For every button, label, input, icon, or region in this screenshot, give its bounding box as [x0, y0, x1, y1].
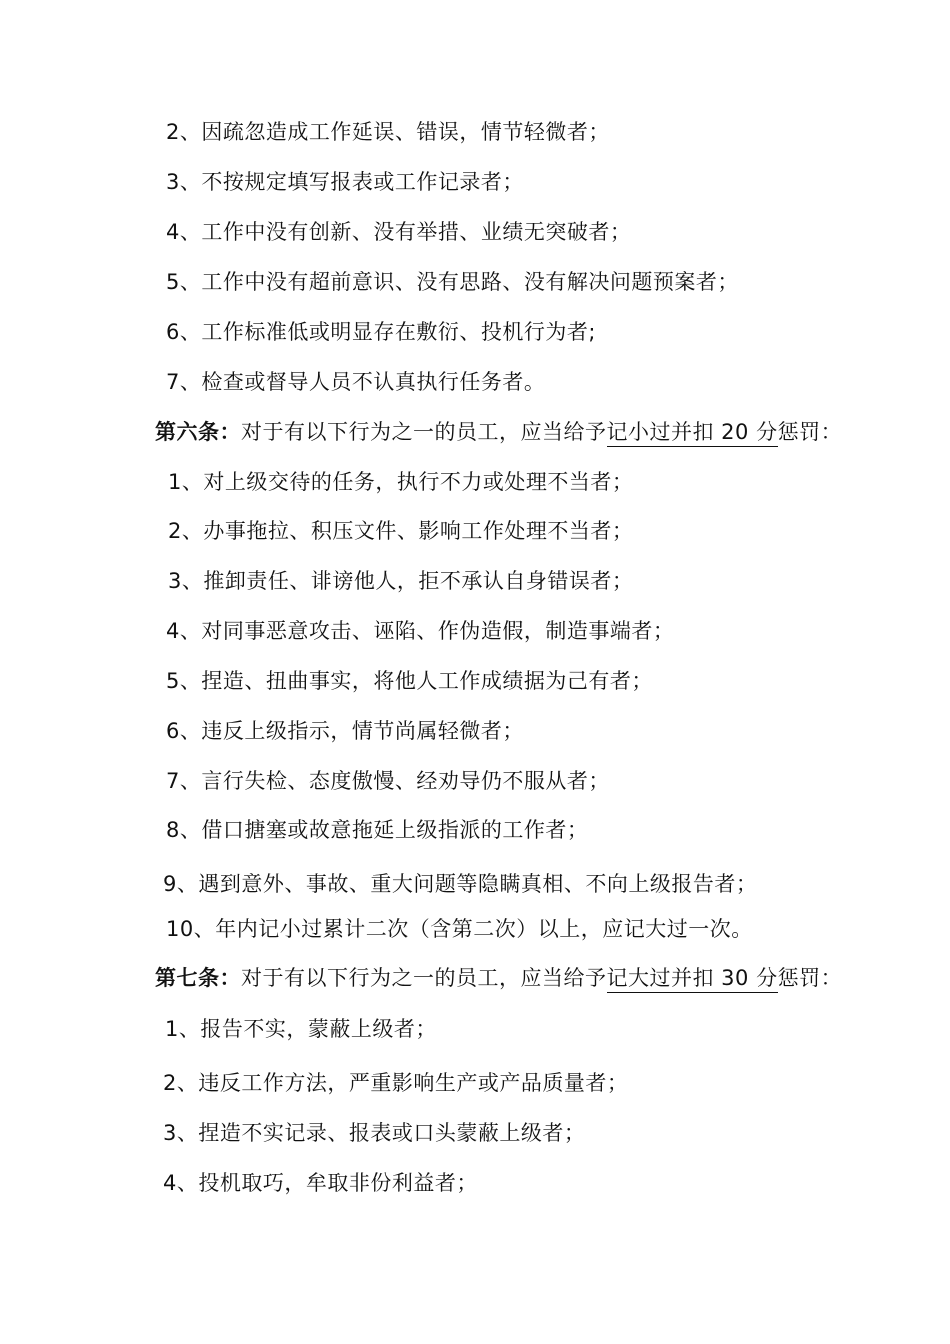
article-7-penalty: 记大过并扣 30 分	[607, 966, 778, 993]
article-7-text-end: 惩罚：	[777, 966, 843, 990]
list-item: 1、对上级交待的任务，执行不力或处理不当者；	[168, 470, 634, 494]
article-6-label: 第六条：	[155, 420, 241, 444]
list-item: 5、捏造、扭曲事实，将他人工作成绩据为己有者；	[166, 669, 653, 693]
list-item: 10、年内记小过累计二次（含第二次）以上，应记大过一次。	[166, 917, 753, 941]
article-6-text-end: 惩罚：	[777, 420, 843, 444]
list-item: 5、工作中没有超前意识、没有思路、没有解决问题预案者；	[166, 270, 739, 294]
article-7-text: 对于有以下行为之一的员工，应当给予	[241, 966, 607, 990]
list-item: 7、言行失检、态度傲慢、经劝导仍不服从者；	[166, 769, 610, 793]
list-item: 2、办事拖拉、积压文件、影响工作处理不当者；	[168, 519, 634, 543]
list-item: 3、捏造不实记录、报表或口头蒙蔽上级者；	[163, 1121, 586, 1145]
list-item: 4、对同事恶意攻击、诬陷、作伪造假，制造事端者；	[166, 619, 675, 643]
list-item: 3、推卸责任、诽谤他人，拒不承认自身错误者；	[168, 569, 634, 593]
article-7-heading	[155, 963, 842, 993]
list-item: 7、检查或督导人员不认真执行任务者。	[166, 370, 546, 394]
list-item: 6、违反上级指示，情节尚属轻微者；	[166, 719, 524, 743]
list-item: 2、因疏忽造成工作延误、错误，情节轻微者；	[166, 120, 610, 144]
list-item: 4、工作中没有创新、没有举措、业绩无突破者；	[166, 220, 632, 244]
list-item: 1、报告不实，蒙蔽上级者；	[165, 1017, 437, 1041]
article-6-text: 对于有以下行为之一的员工，应当给予	[241, 420, 607, 444]
article-7-label: 第七条：	[155, 966, 241, 990]
article-6-heading	[155, 417, 842, 447]
list-item: 2、违反工作方法，严重影响生产或产品质量者；	[163, 1071, 629, 1095]
list-item: 3、不按规定填写报表或工作记录者；	[166, 170, 524, 194]
list-item: 4、投机取巧，牟取非份利益者；	[163, 1171, 478, 1195]
list-item: 6、工作标准低或明显存在敷衍、投机行为者;	[166, 320, 596, 344]
list-item: 8、借口搪塞或故意拖延上级指派的工作者；	[166, 818, 589, 842]
list-item: 9、遇到意外、事故、重大问题等隐瞒真相、不向上级报告者；	[163, 872, 758, 896]
article-6-penalty: 记小过并扣 20 分	[607, 420, 778, 447]
